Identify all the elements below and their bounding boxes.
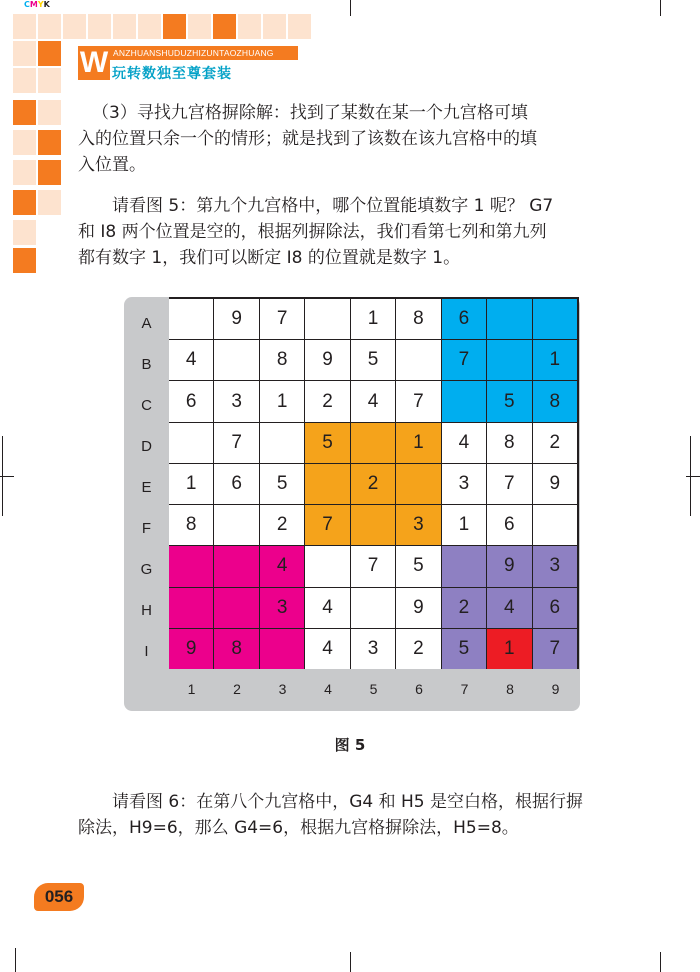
grid-cell-B7: 7 — [442, 340, 486, 380]
crop-mark — [350, 952, 351, 972]
grid-cell-F8: 6 — [487, 505, 531, 545]
deco-square — [13, 160, 36, 185]
deco-square — [38, 14, 61, 39]
deco-square — [13, 220, 36, 245]
grid-cell-D4: 5 — [305, 423, 349, 463]
column-label: 1 — [187, 681, 196, 697]
text-line: 除法，H9=6，那么 G4=6，根据九宫格摒除法，H5=8。 — [78, 818, 519, 838]
grid-cell-C6: 7 — [396, 381, 440, 421]
grid-cell-I7: 5 — [442, 629, 486, 669]
deco-square — [63, 14, 86, 39]
logo-pinyin: ANZHUANSHUDUZHIZUNTAOZHUANG — [110, 46, 298, 60]
grid-cell-I8: 1 — [487, 629, 531, 669]
grid-cell-E5: 2 — [351, 464, 395, 504]
grid-cell-H9: 6 — [533, 588, 577, 628]
column-label: 2 — [233, 681, 241, 697]
sudoku-grid — [169, 297, 579, 669]
page-number: 056 — [34, 883, 84, 911]
grid-cell-H5 — [351, 588, 395, 628]
grid-cell-I2: 8 — [214, 629, 258, 669]
column-label: 4 — [324, 681, 332, 697]
deco-square — [13, 14, 36, 39]
figure-caption: 图 5 — [334, 736, 366, 754]
crop-mark — [15, 948, 16, 972]
row-label: C — [141, 397, 152, 414]
deco-square — [138, 14, 161, 39]
grid-cell-G9: 3 — [533, 546, 577, 586]
crop-mark — [686, 476, 700, 477]
text-line: （3）寻找九宫格摒除解：找到了某数在某一个九宫格可填 — [92, 103, 528, 123]
deco-square — [13, 41, 36, 66]
grid-cell-F6: 3 — [396, 505, 440, 545]
column-label: 3 — [278, 681, 287, 697]
grid-cell-G7 — [442, 546, 486, 586]
grid-cell-D2: 7 — [214, 423, 258, 463]
text-line: 请看图 6：在第八个九宫格中，G4 和 H5 是空白格，根据行摒 — [112, 792, 584, 812]
grid-cell-H2 — [214, 588, 258, 628]
grid-cell-C2: 3 — [214, 381, 258, 421]
grid-cell-A9 — [533, 299, 577, 339]
text-line: 入位置。 — [78, 155, 146, 175]
grid-cell-C4: 2 — [305, 381, 349, 421]
grid-cell-H8: 4 — [487, 588, 531, 628]
column-label: 7 — [460, 681, 469, 697]
deco-square — [13, 68, 36, 93]
deco-square — [238, 14, 261, 39]
grid-cell-E1: 1 — [169, 464, 213, 504]
text-line: 入的位置只余一个的情形；就是找到了该数在该九宫格中的填 — [78, 129, 537, 149]
grid-cell-G1 — [169, 546, 213, 586]
column-label: 9 — [551, 681, 560, 697]
deco-square — [38, 190, 61, 215]
deco-square — [188, 14, 211, 39]
crop-mark — [0, 476, 14, 477]
deco-square — [38, 130, 61, 155]
grid-cell-C3: 1 — [260, 381, 304, 421]
grid-cell-B3: 8 — [260, 340, 304, 380]
grid-cell-B4: 9 — [305, 340, 349, 380]
column-label: 5 — [369, 681, 378, 697]
column-label: 8 — [506, 681, 514, 697]
grid-cell-E6 — [396, 464, 440, 504]
grid-cell-E3: 5 — [260, 464, 304, 504]
grid-cell-I5: 3 — [351, 629, 395, 669]
grid-cell-G4 — [305, 546, 349, 586]
grid-cell-D3 — [260, 423, 304, 463]
paragraph-method-3 — [78, 100, 638, 178]
grid-cell-E4 — [305, 464, 349, 504]
grid-cell-A4 — [305, 299, 349, 339]
grid-cell-F4: 7 — [305, 505, 349, 545]
row-label: D — [141, 438, 152, 455]
grid-cell-D5 — [351, 423, 395, 463]
deco-square — [288, 14, 311, 39]
deco-square — [38, 41, 61, 66]
grid-cell-D1 — [169, 423, 213, 463]
grid-cell-A2: 9 — [214, 299, 258, 339]
grid-cell-I3 — [260, 629, 304, 669]
deco-square — [13, 100, 36, 125]
grid-cell-D9: 2 — [533, 423, 577, 463]
deco-square — [13, 248, 36, 273]
deco-square — [38, 68, 61, 93]
grid-cell-D6: 1 — [396, 423, 440, 463]
row-label: I — [144, 643, 149, 660]
grid-cell-B6 — [396, 340, 440, 380]
grid-cell-B2 — [214, 340, 258, 380]
row-label: H — [141, 602, 152, 619]
paragraph-figure-6 — [78, 789, 638, 841]
grid-cell-A5: 1 — [351, 299, 395, 339]
deco-square — [113, 14, 136, 39]
crop-mark — [660, 0, 661, 16]
grid-cell-C1: 6 — [169, 381, 213, 421]
grid-cell-F7: 1 — [442, 505, 486, 545]
grid-cell-G5: 7 — [351, 546, 395, 586]
row-label: A — [141, 315, 152, 332]
deco-square — [38, 160, 61, 185]
grid-cell-D8: 8 — [487, 423, 531, 463]
grid-cell-A7: 6 — [442, 299, 486, 339]
grid-cell-B8 — [487, 340, 531, 380]
logo-letter: W — [79, 46, 109, 79]
grid-cell-A8 — [487, 299, 531, 339]
grid-cell-F1: 8 — [169, 505, 213, 545]
grid-cell-H4: 4 — [305, 588, 349, 628]
grid-cell-A6: 8 — [396, 299, 440, 339]
grid-cell-E9: 9 — [533, 464, 577, 504]
logo-title: 玩转数独至尊套装 — [112, 66, 232, 82]
grid-cell-B5: 5 — [351, 340, 395, 380]
crop-mark — [350, 0, 351, 16]
grid-cell-F2 — [214, 505, 258, 545]
grid-cell-G2 — [214, 546, 258, 586]
column-label: 6 — [415, 681, 423, 697]
grid-cell-G6: 5 — [396, 546, 440, 586]
crop-mark — [660, 952, 661, 972]
deco-square — [163, 14, 186, 39]
deco-square — [13, 130, 36, 155]
deco-square — [38, 100, 61, 125]
grid-cell-A1 — [169, 299, 213, 339]
cmyk-mark — [24, 0, 50, 10]
grid-cell-G8: 9 — [487, 546, 531, 586]
grid-cell-H7: 2 — [442, 588, 486, 628]
grid-cell-H6: 9 — [396, 588, 440, 628]
grid-cell-G3: 4 — [260, 546, 304, 586]
grid-cell-C5: 4 — [351, 381, 395, 421]
deco-square — [13, 190, 36, 215]
grid-cell-B1: 4 — [169, 340, 213, 380]
grid-cell-I9: 7 — [533, 629, 577, 669]
deco-square — [263, 14, 286, 39]
deco-square — [213, 14, 236, 39]
deco-square — [88, 14, 111, 39]
grid-cell-I1: 9 — [169, 629, 213, 669]
grid-cell-E7: 3 — [442, 464, 486, 504]
grid-cell-B9: 1 — [533, 340, 577, 380]
row-label: G — [140, 561, 153, 578]
grid-cell-F9 — [533, 505, 577, 545]
grid-cell-H1 — [169, 588, 213, 628]
grid-cell-C7 — [442, 381, 486, 421]
paragraph-figure-5 — [78, 193, 638, 271]
grid-cell-I4: 4 — [305, 629, 349, 669]
text-line: 都有数字 1，我们可以断定 I8 的位置就是数字 1。 — [78, 248, 461, 268]
grid-cell-C8: 5 — [487, 381, 531, 421]
grid-cell-F5 — [351, 505, 395, 545]
row-label: B — [141, 356, 152, 373]
grid-cell-F3: 2 — [260, 505, 304, 545]
grid-cell-H3: 3 — [260, 588, 304, 628]
cmyk-label: CMYK — [24, 0, 50, 9]
grid-cell-I6: 2 — [396, 629, 440, 669]
text-line: 请看图 5：第九个九宫格中，哪个位置能填数字 1 呢？ G7 — [112, 196, 554, 216]
row-label: E — [141, 479, 152, 496]
grid-cell-C9: 8 — [533, 381, 577, 421]
grid-cell-E2: 6 — [214, 464, 258, 504]
grid-cell-E8: 7 — [487, 464, 531, 504]
grid-cell-D7: 4 — [442, 423, 486, 463]
row-label: F — [141, 520, 152, 537]
grid-cell-A3: 7 — [260, 299, 304, 339]
text-line: 和 I8 两个位置是空的，根据列摒除法，我们看第七列和第九列 — [78, 222, 547, 242]
